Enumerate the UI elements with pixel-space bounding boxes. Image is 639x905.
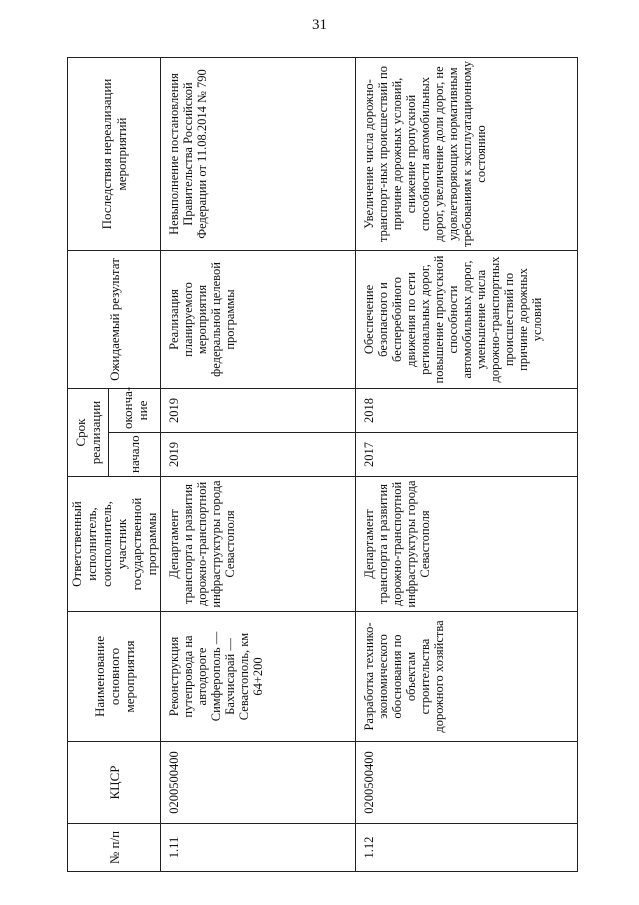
header-kcsr: КЦСР — [68, 742, 161, 824]
header-term-start: начало — [109, 433, 161, 477]
header-result: Ожидаемый результат — [68, 251, 161, 389]
header-term-end: оконча-ние — [109, 389, 161, 433]
table-row — [356, 58, 578, 872]
rotated-table-frame — [67, 58, 565, 872]
row-kcsr: 0200500400 — [161, 742, 356, 824]
row-start: 2017 — [356, 433, 578, 477]
row-start: 2019 — [161, 433, 356, 477]
row-num: 1.11 — [161, 824, 356, 872]
header-name: Наименование основного мероприятия — [68, 612, 161, 742]
header-term: Срок реализации — [68, 389, 109, 477]
header-num: № п/п — [68, 824, 161, 872]
row-consequences: Невыполнение постановления Правительства Российской Федерации от 11.08.2014 № 790 — [161, 58, 356, 251]
row-kcsr: 0200500400 — [356, 742, 578, 824]
row-num: 1.12 — [356, 824, 578, 872]
row-executor: Департамент транспорта и развития дорожно-транспортной инфраструктуры города Севастополя — [356, 477, 578, 612]
row-consequences: Увеличение числа дорожно-транспорт-ных происшествий по причине дорожных условий, снижение пропускной способности автомобильных дорог, увеличение доли дорог, не удовлетворяющих нормативным требованиям к эксплуатационному состоянию — [356, 58, 578, 251]
header-consequences: Последствия нереализации мероприятий — [68, 58, 161, 251]
row-end: 2018 — [356, 389, 578, 433]
table-container — [67, 58, 565, 872]
row-executor: Департамент транспорта и развития дорожно-транспортной инфраструктуры города Севастополя — [161, 477, 356, 612]
row-result: Реализация планируемого мероприятия федеральной целевой программы — [161, 251, 356, 389]
measures-table — [67, 57, 578, 872]
row-result: Обеспечение безопасного и бесперебойного движения по сети региональных дорог, повышение пропускной способности автомобильных дорог, уменьшение числа дорожно-транспортных происшествий по причине дорожных условий — [356, 251, 578, 389]
row-end: 2019 — [161, 389, 356, 433]
table-row — [161, 58, 356, 872]
header-executor: Ответственный исполнитель, соисполнитель, участник государственной программы — [68, 477, 161, 612]
header-row — [68, 58, 109, 872]
row-name: Реконструкция путепровода на автодороге Симферополь — Бахчисарай — Севастополь, км 64+200 — [161, 612, 356, 742]
page-number: 31 — [312, 17, 327, 33]
row-name: Разработка технико-экономического обоснования по объектам строительства дорожного хозяйства — [356, 612, 578, 742]
